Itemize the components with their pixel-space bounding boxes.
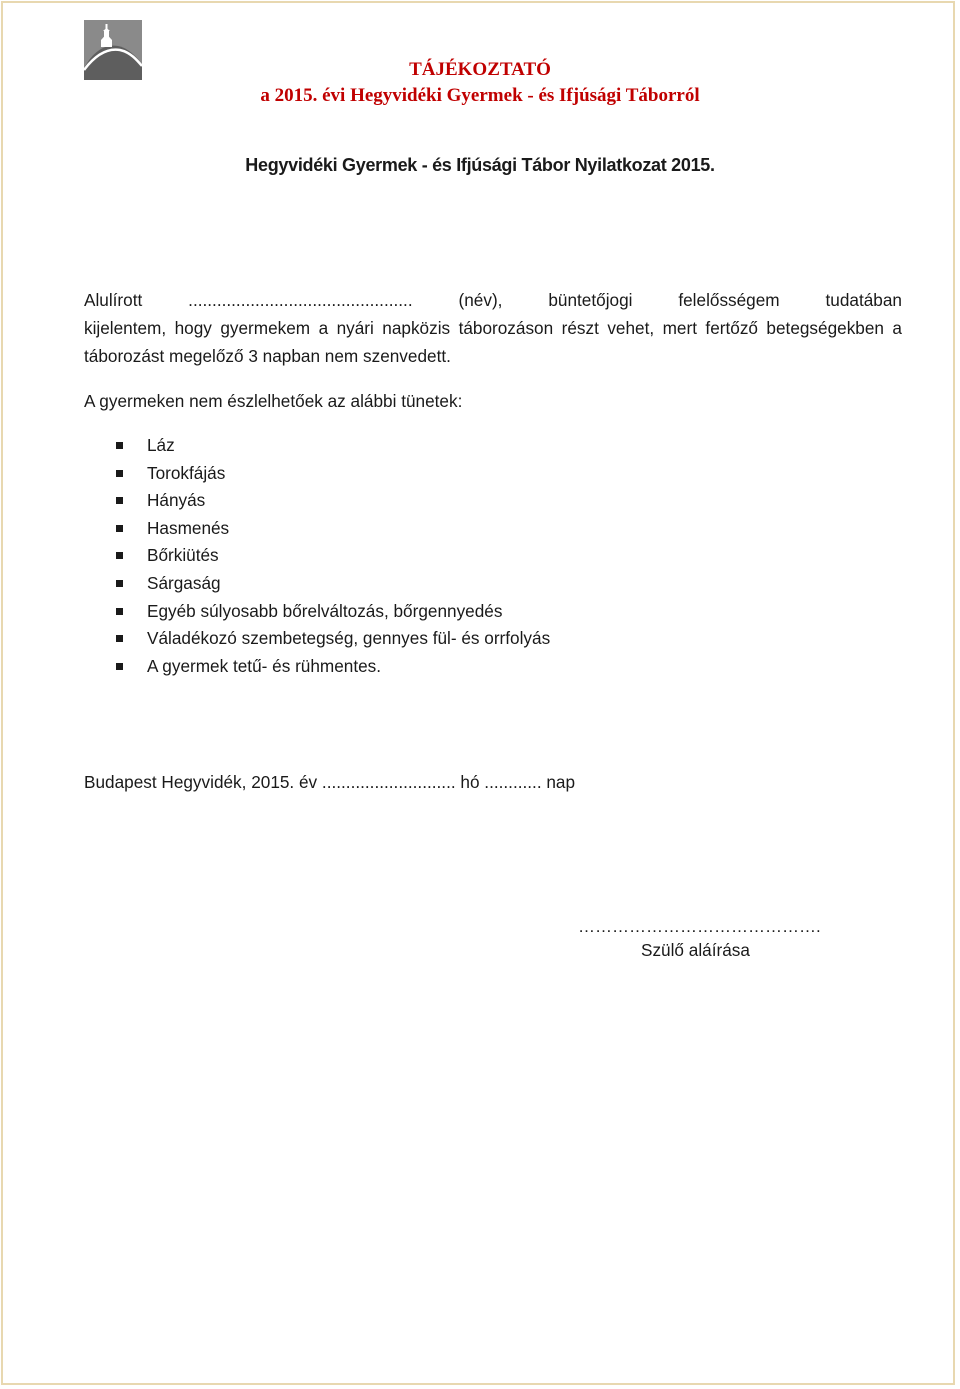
symptom-item: A gyermek tetű- és rühmentes.: [84, 653, 550, 681]
symptom-item: Sárgaság: [84, 570, 550, 598]
symptom-item: Hasmenés: [84, 515, 550, 543]
header-title-line1: TÁJÉKOZTATÓ: [409, 59, 551, 80]
symptom-item: Láz: [84, 432, 550, 460]
symptom-item: Torokfájás: [84, 460, 550, 488]
declaration-line-2: kijelentem, hogy gyermekem a nyári napközis táborozáson részt vehet, mert fertőző betegségekben a: [84, 318, 902, 338]
symptoms-intro: A gyermeken nem észlelhetőek az alábbi tünetek:: [84, 391, 463, 411]
symptom-item: Bőrkiütés: [84, 542, 550, 570]
form-title: Hegyvidéki Gyermek - és Ifjúsági Tábor Nyilatkozat 2015.: [245, 155, 715, 175]
symptoms-list: [84, 432, 550, 680]
signature-line: …………………………………….: [578, 917, 821, 936]
header-title-line2: a 2015. évi Hegyvidéki Gyermek - és Ifjúsági Táborról: [260, 85, 700, 106]
declaration-line-1: Alulírott ............................................... (név), büntetőjogi felelősségem tudatában: [84, 290, 902, 310]
symptom-item: Váladékozó szembetegség, gennyes fül- és orrfolyás: [84, 625, 550, 653]
declaration-line-3: táborozást megelőző 3 napban nem szenvedett.: [84, 346, 451, 366]
declaration-paragraph: [84, 286, 902, 370]
symptom-item: Hányás: [84, 487, 550, 515]
date-line: Budapest Hegyvidék, 2015. év ............................ hó ............ nap: [84, 772, 576, 792]
signature-label: Szülő aláírása: [641, 940, 750, 960]
page-border: [1, 1, 955, 1385]
symptom-item: Egyéb súlyosabb bőrelváltozás, bőrgennyedés: [84, 598, 550, 626]
